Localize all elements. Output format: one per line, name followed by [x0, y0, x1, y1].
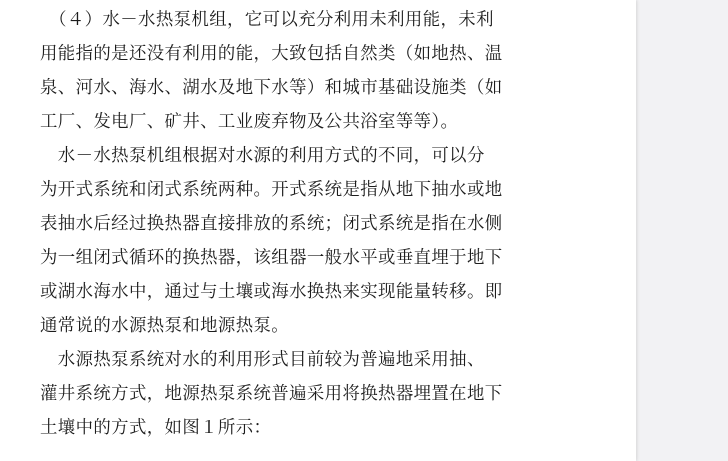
text-line: 水源热泵系统对水的利用形式目前较为普遍地采用抽、	[40, 350, 485, 370]
text-line: 水－水热泵机组根据对水源的利用方式的不同，可以分	[40, 146, 485, 166]
text-line: 泉、河水、海水、湖水及地下水等）和城市基础设施类（如	[40, 78, 503, 98]
paragraph-water-heat-pump-unit	[40, 3, 540, 139]
paragraph-water-source-system	[40, 343, 540, 445]
paragraph-open-closed-systems	[40, 139, 540, 343]
text-line: （４）水－水热泵机组，它可以充分利用未利用能，未利	[40, 10, 494, 30]
text-line: 为开式系统和闭式系统两种。开式系统是指从地下抽水或地	[40, 180, 503, 200]
text-line: 表抽水后经过换热器直接排放的系统；闭式系统是指在水侧	[40, 214, 503, 234]
text-line: 工厂、发电厂、矿井、工业废弃物及公共浴室等等）。	[40, 112, 459, 132]
text-line: 或湖水海水中，通过与土壤或海水换热来实现能量转移。即	[40, 282, 503, 302]
text-line: 灌井系统方式，地源热泵系统普遍采用将换热器埋置在地下	[40, 384, 503, 404]
text-line: 土壤中的方式，如图１所示：	[40, 418, 272, 438]
text-line: 通常说的水源热泵和地源热泵。	[40, 316, 290, 336]
document-body	[40, 3, 540, 445]
text-line: 用能指的是还没有利用的能，大致包括自然类（如地热、温	[40, 44, 503, 64]
text-line: 为一组闭式循环的换热器，该组器一般水平或垂直埋于地下	[40, 248, 503, 268]
